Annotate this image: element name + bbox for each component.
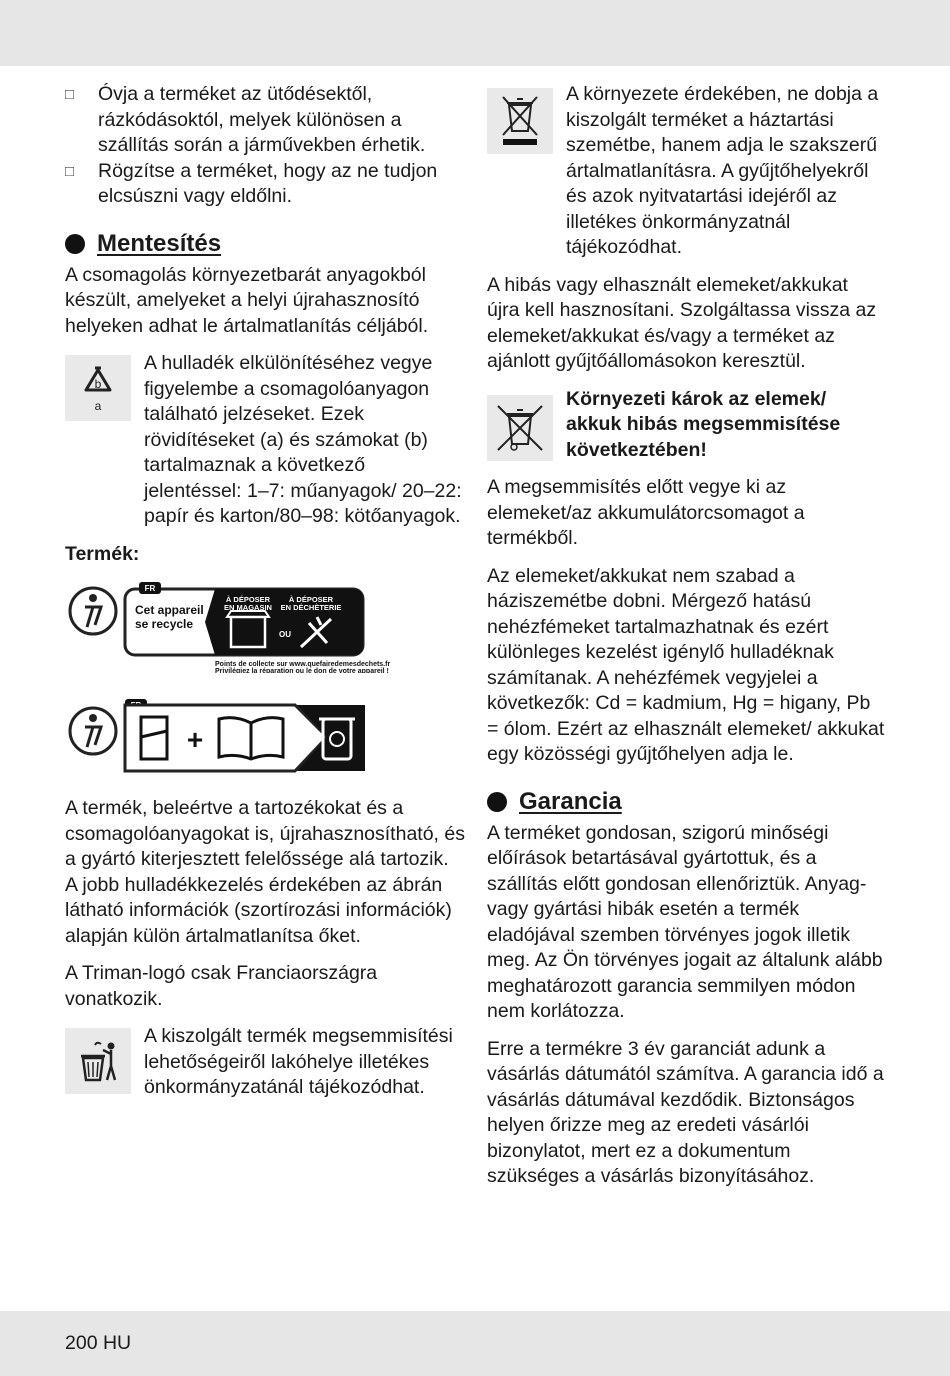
svg-text:EN DÉCHÈTERIE: EN DÉCHÈTERIE (280, 603, 342, 612)
product-label: Termék: (65, 542, 140, 565)
battery-warning-row (487, 387, 885, 464)
section-heading-garancia: Garancia (487, 787, 885, 817)
trash-bin-icon (65, 1028, 131, 1094)
paragraph: A terméket gondosan, szigorú minőségi előírások betartásával gyártottuk, és a szállítás előtt gondosan ellenőriztük. Anyag- vagy gyártási hibák esetén a termék eladójával szemben törvényes jogok illetik meg. Az Ön törvényes jogait az általunk alább meghatározott garancia semmilyen módon nem korlátozza. (487, 821, 883, 1022)
header-band (0, 0, 950, 66)
svg-text:À DÉPOSER: À DÉPOSER (225, 595, 271, 604)
svg-text:FR: FR (144, 584, 156, 593)
bullet-text: Rögzítse a terméket, hogy az ne tudjon elcsúszni vagy eldőlni. (98, 159, 438, 207)
section-heading-mentesites: Mentesítés (65, 229, 465, 259)
recycle-icon (65, 355, 131, 421)
svg-text:OU: OU (279, 630, 291, 639)
bullet-item (65, 159, 465, 210)
svg-text:+: + (186, 723, 204, 755)
right-column (487, 82, 885, 1202)
triman-logo-1 (65, 581, 395, 673)
svg-text:a: a (94, 399, 102, 413)
triman-logo-2 (65, 695, 395, 775)
svg-text:Cet appareil: Cet appareil (135, 603, 204, 617)
paragraph: Erre a termékre 3 év garanciát adunk a vásárlás dátumától számítva. A garancia idő a vásárlás dátumával kezdődik. Biztonságos helyen őrizze meg az eredeti vásárlói bizonylatot, mert ez a dokumentum szükséges a vásárlás bizonyításához. (487, 1037, 884, 1187)
paragraph: A termék, beleértve a tartozékokat és a csomagolóanyagokat is, újrahasznosítható, és a gyártó kiterjesztett felelőssége alá tartozik. (65, 797, 465, 870)
recycle-info-row (65, 351, 465, 530)
bullet-dot-icon (487, 792, 507, 812)
page-number: 200 HU (65, 1332, 132, 1354)
trash-text: A kiszolgált termék megsemmisítési lehetőségeiről lakóhelye illetékes önkormányzatánál tájékozódhat. (144, 1025, 453, 1098)
trash-info-row (65, 1024, 465, 1101)
svg-text:se recycle: se recycle (135, 617, 194, 631)
svg-text:À DÉPOSER: À DÉPOSER (288, 595, 334, 604)
paragraph: A Triman-logó csak Franciaországra vonatkozik. (65, 962, 378, 1010)
svg-text:EN MAGASIN: EN MAGASIN (224, 603, 272, 612)
bullet-item (65, 82, 465, 159)
svg-text:Privilégiez la réparation ou l: Privilégiez la réparation ou le don de votre appareil ! (215, 668, 389, 673)
bullet-text: Óvja a terméket az ütődésektől, rázkódásoktól, melyek különösen a szállítás során a járművekben érhetik. (98, 83, 426, 156)
paragraph: A megsemmisítés előtt vegye ki az elemeket/az akkumulátorcsomagot a termékből. (487, 476, 805, 549)
crossed-bin-icon (487, 88, 553, 154)
crossed-bin-icon (487, 395, 553, 461)
paragraph: A hibás vagy elhasznált elemeket/akkukat újra kell hasznosítani. Szolgáltassa vissza az elemeket/akkukat és/vagy a terméket az ajánlott gyűjtőállomásokon keresztül. (487, 273, 877, 372)
footer-band (0, 1311, 950, 1376)
bullet-dot-icon (65, 234, 85, 254)
battery-warning-text: Környezeti károk az elemek/ akkuk hibás megsemmisítése következtében! (566, 387, 841, 461)
weee-text: A környezete érdekében, ne dobja a kiszolgált terméket a háztartási szemétbe, hanem adja le szakszerű ártalmatlanításra. A gyűjtőhelyekről és azok nyitvatartási idejéről az illetékes önkormányzatnál tájékozódhat. (566, 83, 879, 258)
paragraph: A csomagolás környezetbarát anyagokból készült, amelyeket a helyi újrahasznosító helyeken adhat le ártalmatlanítás céljából. (65, 263, 429, 337)
left-column (65, 82, 465, 1113)
weee-info-row (487, 82, 885, 261)
paragraph: Az elemeket/akkukat nem szabad a háziszemétbe dobni. Mérgező hatású nehézfémeket tartalmazhatnak és ezért különleges kezelést igénylő hulladéknak számítanak. A nehézfémek vegyjelei a következők: Cd = kadmium, Hg = higany, Pb = ólom. Ezért az elhasznált elemeket/ akkukat egy közösségi gyűjtőhelyen adja le. (487, 564, 885, 765)
svg-text:Points de collecte sur www.que: Points de collecte sur www.quefairedemesdechets.fr (215, 661, 391, 668)
paragraph: A jobb hulladékkezelés érdekében az ábrán látható információk (szortírozási információk) alapján külön ártalmatlanítsa őket. (65, 873, 452, 947)
checkbox-glyph: □ (65, 86, 75, 103)
recycle-text: A hulladék elkülönítéséhez vegye figyelembe a csomagolóanyagon található jelzéseket. Ezek rövidítéseket (a) és számokat (b) tartalmaznak a következő jelentéssel: 1–7: műanyagok/ 20–22: papír és karton/80–98: kötőanyagok. (144, 352, 462, 527)
svg-text:b: b (94, 377, 102, 391)
checkbox-glyph: □ (65, 162, 75, 180)
